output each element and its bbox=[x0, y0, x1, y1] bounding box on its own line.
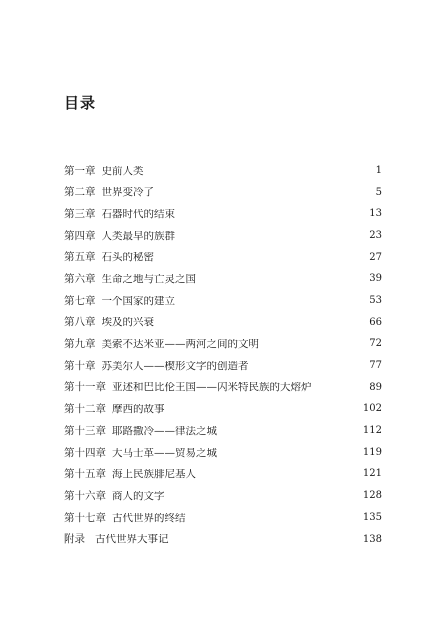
toc-entry-10[interactable] bbox=[64, 355, 382, 377]
page-number: 135 bbox=[362, 511, 382, 523]
chapter-label: 第十七章 bbox=[64, 511, 106, 524]
toc-entry-11[interactable] bbox=[64, 377, 382, 399]
chapter-label: 第十六章 bbox=[64, 489, 106, 502]
toc-entry-5[interactable] bbox=[64, 247, 382, 269]
page-number: 121 bbox=[362, 468, 382, 480]
chapter-title: 埃及的兴衰 bbox=[101, 317, 154, 328]
page-number: 72 bbox=[369, 338, 382, 350]
chapter-title: 古代世界的终结 bbox=[112, 512, 186, 524]
chapter-label: 第一章 bbox=[64, 164, 96, 177]
toc-entry-1[interactable] bbox=[64, 160, 382, 182]
page-number: 102 bbox=[362, 403, 382, 415]
table-of-contents bbox=[64, 160, 382, 550]
page-number: 89 bbox=[369, 381, 382, 393]
toc-entry-2[interactable] bbox=[64, 182, 382, 204]
toc-entry-15[interactable] bbox=[64, 464, 382, 486]
page-number: 112 bbox=[362, 425, 382, 437]
page-number: 39 bbox=[369, 273, 382, 285]
page-number: 5 bbox=[375, 186, 382, 198]
chapter-title: 亚述和巴比伦王国——闪米特民族的大熔炉 bbox=[112, 382, 312, 393]
page-number: 77 bbox=[369, 360, 382, 372]
chapter-title: 商人的文字 bbox=[112, 490, 165, 502]
chapter-label: 第五章 bbox=[64, 251, 96, 264]
toc-entry-3[interactable] bbox=[64, 203, 382, 225]
chapter-label: 第三章 bbox=[64, 207, 96, 220]
page-number: 23 bbox=[369, 229, 382, 241]
chapter-title: 石器时代的结束 bbox=[101, 208, 175, 220]
chapter-label: 第十一章 bbox=[64, 381, 106, 394]
toc-entry-16[interactable] bbox=[64, 485, 382, 507]
page-number: 138 bbox=[362, 533, 382, 545]
toc-entry-14[interactable] bbox=[64, 442, 382, 464]
chapter-label: 第九章 bbox=[64, 338, 96, 351]
page-number: 1 bbox=[375, 164, 382, 176]
chapter-title: 生命之地与亡灵之国 bbox=[101, 274, 196, 285]
page-number: 13 bbox=[369, 208, 382, 220]
chapter-title: 古代世界大事记 bbox=[95, 534, 169, 545]
chapter-title: 摩西的故事 bbox=[112, 404, 165, 415]
chapter-label: 第四章 bbox=[64, 229, 96, 242]
toc-entry-6[interactable] bbox=[64, 268, 382, 290]
chapter-label: 第六章 bbox=[64, 273, 96, 286]
toc-entry-appendix[interactable] bbox=[64, 529, 382, 551]
page-number: 128 bbox=[362, 490, 382, 502]
chapter-label: 第十章 bbox=[64, 359, 96, 372]
page-number: 66 bbox=[369, 316, 382, 328]
toc-entry-9[interactable] bbox=[64, 334, 382, 356]
chapter-label: 第十三章 bbox=[64, 424, 106, 437]
chapter-title: 人类最早的族群 bbox=[101, 230, 175, 242]
toc-entry-7[interactable] bbox=[64, 290, 382, 312]
chapter-title: 石头的秘密 bbox=[101, 252, 154, 263]
page-number: 27 bbox=[369, 251, 382, 263]
chapter-title: 美索不达米亚——两河之间的文明 bbox=[101, 339, 259, 350]
chapter-title: 大马士革——贸易之城 bbox=[112, 447, 217, 459]
chapter-label: 第十五章 bbox=[64, 468, 106, 481]
chapter-label: 附录 bbox=[64, 533, 85, 546]
chapter-title: 史前人类 bbox=[101, 165, 144, 177]
toc-entry-8[interactable] bbox=[64, 312, 382, 334]
chapter-label: 第十二章 bbox=[64, 403, 106, 416]
page-title: 目录 bbox=[64, 94, 97, 112]
chapter-title: 海上民族腓尼基人 bbox=[112, 469, 196, 480]
toc-entry-4[interactable] bbox=[64, 225, 382, 247]
chapter-label: 第十四章 bbox=[64, 446, 106, 459]
page-number: 119 bbox=[362, 446, 382, 458]
chapter-title: 一个国家的建立 bbox=[101, 295, 175, 307]
toc-entry-17[interactable] bbox=[64, 507, 382, 529]
chapter-label: 第七章 bbox=[64, 294, 96, 307]
chapter-title: 苏美尔人——楔形文字的创造者 bbox=[101, 360, 249, 372]
chapter-title: 耶路撒冷——律法之城 bbox=[112, 425, 217, 437]
chapter-title: 世界变冷了 bbox=[101, 187, 154, 198]
toc-entry-13[interactable] bbox=[64, 420, 382, 442]
chapter-label: 第二章 bbox=[64, 186, 96, 199]
chapter-label: 第八章 bbox=[64, 316, 96, 329]
page-number: 53 bbox=[369, 294, 382, 306]
toc-entry-12[interactable] bbox=[64, 399, 382, 421]
